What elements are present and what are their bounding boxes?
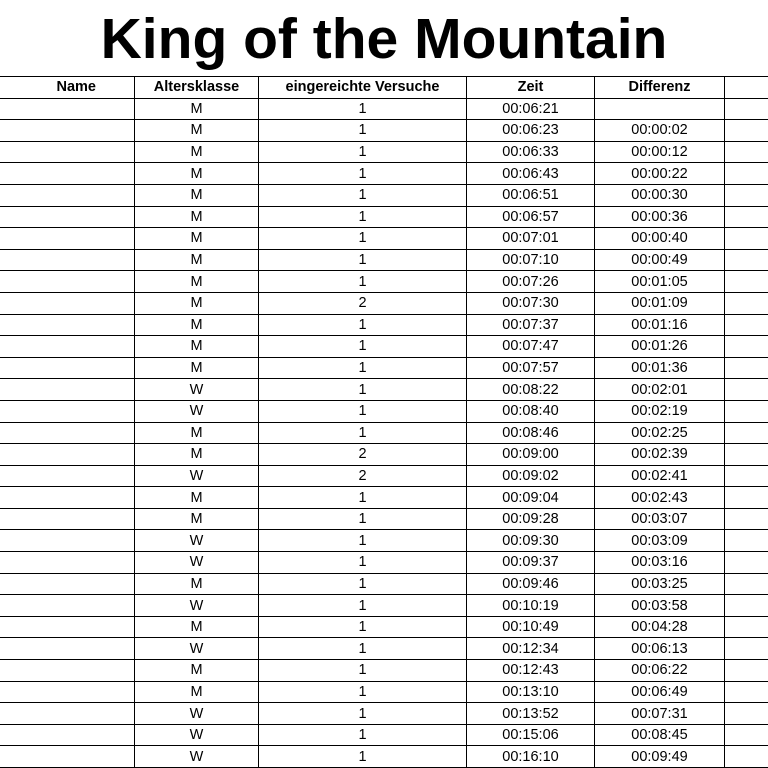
cell-zeit[interactable]: 00:07:30 — [467, 292, 595, 314]
cell-zeit[interactable]: 00:06:23 — [467, 120, 595, 142]
cell-differenz[interactable] — [595, 98, 725, 120]
cell-versuche[interactable]: 1 — [259, 120, 467, 142]
cell-name[interactable] — [0, 573, 135, 595]
cell-altersklasse[interactable]: M — [135, 508, 259, 530]
cell-versuche[interactable]: 1 — [259, 336, 467, 358]
table-row — [0, 271, 768, 293]
table-row — [0, 379, 768, 401]
cell-altersklasse[interactable]: M — [135, 336, 259, 358]
cell-versuche[interactable]: 2 — [259, 465, 467, 487]
cell-altersklasse[interactable]: M — [135, 206, 259, 228]
cell-differenz[interactable]: 00:01:36 — [595, 357, 725, 379]
cell-differenz[interactable]: 00:02:01 — [595, 379, 725, 401]
cell-differenz[interactable]: 00:01:26 — [595, 336, 725, 358]
cell-zeit[interactable]: 00:07:01 — [467, 228, 595, 250]
cell-extra[interactable] — [725, 530, 768, 552]
cell-altersklasse[interactable]: M — [135, 228, 259, 250]
cell-name[interactable] — [0, 552, 135, 574]
cell-versuche[interactable]: 1 — [259, 163, 467, 185]
table-row — [0, 120, 768, 142]
cell-zeit[interactable]: 00:06:43 — [467, 163, 595, 185]
cell-altersklasse[interactable]: M — [135, 573, 259, 595]
cell-versuche[interactable]: 1 — [259, 530, 467, 552]
table-row — [0, 228, 768, 250]
cell-versuche[interactable]: 1 — [259, 400, 467, 422]
cell-altersklasse[interactable]: W — [135, 595, 259, 617]
cell-versuche[interactable]: 1 — [259, 98, 467, 120]
table-row — [0, 314, 768, 336]
cell-name[interactable] — [0, 530, 135, 552]
table-row — [0, 703, 768, 725]
cell-altersklasse[interactable]: M — [135, 422, 259, 444]
cell-altersklasse[interactable]: W — [135, 379, 259, 401]
cell-extra[interactable] — [725, 292, 768, 314]
cell-differenz[interactable]: 00:00:02 — [595, 120, 725, 142]
table-row — [0, 573, 768, 595]
table-row — [0, 163, 768, 185]
cell-name[interactable] — [0, 746, 135, 768]
cell-extra[interactable] — [725, 746, 768, 768]
cell-zeit[interactable]: 00:09:00 — [467, 444, 595, 466]
cell-name[interactable] — [0, 336, 135, 358]
cell-altersklasse[interactable]: W — [135, 703, 259, 725]
cell-differenz[interactable]: 00:03:25 — [595, 573, 725, 595]
cell-versuche[interactable]: 1 — [259, 746, 467, 768]
table-row — [0, 530, 768, 552]
header-name[interactable]: Name — [0, 77, 135, 99]
cell-differenz[interactable]: 00:00:40 — [595, 228, 725, 250]
cell-altersklasse[interactable]: M — [135, 681, 259, 703]
cell-extra[interactable] — [725, 271, 768, 293]
cell-zeit[interactable]: 00:08:40 — [467, 400, 595, 422]
table-body — [0, 98, 768, 767]
table-header-row — [0, 77, 768, 99]
cell-differenz[interactable]: 00:01:09 — [595, 292, 725, 314]
cell-extra[interactable] — [725, 314, 768, 336]
cell-extra[interactable] — [725, 206, 768, 228]
cell-name[interactable] — [0, 141, 135, 163]
table-row — [0, 184, 768, 206]
cell-zeit[interactable]: 00:08:22 — [467, 379, 595, 401]
cell-name[interactable] — [0, 724, 135, 746]
cell-versuche[interactable]: 1 — [259, 660, 467, 682]
cell-differenz[interactable]: 00:00:12 — [595, 141, 725, 163]
cell-extra[interactable] — [725, 508, 768, 530]
results-sheet — [0, 76, 768, 768]
cell-zeit[interactable]: 00:07:26 — [467, 271, 595, 293]
cell-differenz[interactable]: 00:03:09 — [595, 530, 725, 552]
cell-differenz[interactable]: 00:00:30 — [595, 184, 725, 206]
cell-extra[interactable] — [725, 163, 768, 185]
cell-differenz[interactable]: 00:02:41 — [595, 465, 725, 487]
cell-differenz[interactable]: 00:00:49 — [595, 249, 725, 271]
cell-name[interactable] — [0, 444, 135, 466]
table-row — [0, 638, 768, 660]
cell-versuche[interactable]: 1 — [259, 184, 467, 206]
cell-versuche[interactable]: 1 — [259, 206, 467, 228]
table-row — [0, 422, 768, 444]
table-row — [0, 681, 768, 703]
cell-altersklasse[interactable]: M — [135, 314, 259, 336]
cell-differenz[interactable]: 00:02:43 — [595, 487, 725, 509]
cell-name[interactable] — [0, 357, 135, 379]
table-row — [0, 508, 768, 530]
table-row — [0, 336, 768, 358]
cell-zeit[interactable]: 00:10:49 — [467, 616, 595, 638]
cell-versuche[interactable]: 1 — [259, 681, 467, 703]
cell-differenz[interactable]: 00:02:39 — [595, 444, 725, 466]
cell-zeit[interactable]: 00:13:10 — [467, 681, 595, 703]
cell-name[interactable] — [0, 271, 135, 293]
cell-versuche[interactable]: 1 — [259, 228, 467, 250]
cell-name[interactable] — [0, 681, 135, 703]
cell-name[interactable] — [0, 508, 135, 530]
cell-differenz[interactable]: 00:01:16 — [595, 314, 725, 336]
cell-versuche[interactable]: 1 — [259, 703, 467, 725]
cell-zeit[interactable]: 00:09:37 — [467, 552, 595, 574]
cell-zeit[interactable]: 00:15:06 — [467, 724, 595, 746]
cell-zeit[interactable]: 00:07:47 — [467, 336, 595, 358]
cell-extra[interactable] — [725, 98, 768, 120]
cell-zeit[interactable]: 00:07:37 — [467, 314, 595, 336]
cell-name[interactable] — [0, 98, 135, 120]
cell-extra[interactable] — [725, 379, 768, 401]
cell-altersklasse[interactable]: M — [135, 184, 259, 206]
cell-extra[interactable] — [725, 552, 768, 574]
cell-altersklasse[interactable]: M — [135, 163, 259, 185]
cell-name[interactable] — [0, 422, 135, 444]
cell-versuche[interactable]: 1 — [259, 357, 467, 379]
cell-name[interactable] — [0, 184, 135, 206]
cell-altersklasse[interactable]: M — [135, 660, 259, 682]
table-row — [0, 595, 768, 617]
cell-differenz[interactable]: 00:03:07 — [595, 508, 725, 530]
cell-differenz[interactable]: 00:00:22 — [595, 163, 725, 185]
cell-altersklasse[interactable]: W — [135, 552, 259, 574]
cell-altersklasse[interactable]: W — [135, 724, 259, 746]
page-title: King of the Mountain — [100, 7, 668, 71]
cell-zeit[interactable]: 00:08:46 — [467, 422, 595, 444]
table-row — [0, 724, 768, 746]
table-row — [0, 98, 768, 120]
cell-zeit[interactable]: 00:09:04 — [467, 487, 595, 509]
cell-extra[interactable] — [725, 487, 768, 509]
table-row — [0, 552, 768, 574]
cell-extra[interactable] — [725, 681, 768, 703]
cell-altersklasse[interactable]: W — [135, 530, 259, 552]
cell-name[interactable] — [0, 703, 135, 725]
cell-name[interactable] — [0, 163, 135, 185]
cell-differenz[interactable]: 00:06:13 — [595, 638, 725, 660]
cell-versuche[interactable]: 1 — [259, 595, 467, 617]
cell-extra[interactable] — [725, 595, 768, 617]
table-row — [0, 206, 768, 228]
cell-versuche[interactable]: 1 — [259, 249, 467, 271]
cell-versuche[interactable]: 1 — [259, 616, 467, 638]
cell-name[interactable] — [0, 228, 135, 250]
cell-name[interactable] — [0, 660, 135, 682]
cell-extra[interactable] — [725, 249, 768, 271]
cell-extra[interactable] — [725, 336, 768, 358]
cell-altersklasse[interactable]: W — [135, 746, 259, 768]
cell-zeit[interactable]: 00:12:43 — [467, 660, 595, 682]
cell-differenz[interactable]: 00:03:16 — [595, 552, 725, 574]
cell-zeit[interactable]: 00:07:10 — [467, 249, 595, 271]
table-row — [0, 141, 768, 163]
cell-altersklasse[interactable]: M — [135, 487, 259, 509]
table-row — [0, 444, 768, 466]
table-row — [0, 400, 768, 422]
cell-differenz[interactable]: 00:06:22 — [595, 660, 725, 682]
cell-differenz[interactable]: 00:02:19 — [595, 400, 725, 422]
cell-versuche[interactable]: 2 — [259, 292, 467, 314]
cell-name[interactable] — [0, 465, 135, 487]
cell-name[interactable] — [0, 487, 135, 509]
header-versuche[interactable]: eingereichte Versuche — [259, 77, 467, 99]
cell-name[interactable] — [0, 206, 135, 228]
table-row — [0, 487, 768, 509]
cell-differenz[interactable]: 00:08:45 — [595, 724, 725, 746]
table-row — [0, 465, 768, 487]
cell-differenz[interactable]: 00:00:36 — [595, 206, 725, 228]
cell-versuche[interactable]: 1 — [259, 379, 467, 401]
cell-versuche[interactable]: 1 — [259, 141, 467, 163]
cell-extra[interactable] — [725, 400, 768, 422]
cell-altersklasse[interactable]: M — [135, 98, 259, 120]
cell-extra[interactable] — [725, 141, 768, 163]
table-row — [0, 249, 768, 271]
cell-differenz[interactable]: 00:02:25 — [595, 422, 725, 444]
cell-altersklasse[interactable]: M — [135, 292, 259, 314]
cell-name[interactable] — [0, 400, 135, 422]
cell-extra[interactable] — [725, 660, 768, 682]
cell-altersklasse[interactable]: W — [135, 638, 259, 660]
cell-extra[interactable] — [725, 465, 768, 487]
table-row — [0, 746, 768, 768]
cell-zeit[interactable]: 00:09:28 — [467, 508, 595, 530]
cell-differenz[interactable]: 00:01:05 — [595, 271, 725, 293]
header-differenz[interactable]: Differenz — [595, 77, 725, 99]
cell-zeit[interactable]: 00:13:52 — [467, 703, 595, 725]
cell-extra[interactable] — [725, 120, 768, 142]
cell-altersklasse[interactable]: M — [135, 444, 259, 466]
cell-versuche[interactable]: 1 — [259, 508, 467, 530]
cell-zeit[interactable]: 00:06:57 — [467, 206, 595, 228]
cell-altersklasse[interactable]: M — [135, 616, 259, 638]
table-row — [0, 357, 768, 379]
cell-altersklasse[interactable]: M — [135, 120, 259, 142]
cell-altersklasse[interactable]: M — [135, 271, 259, 293]
cell-altersklasse[interactable]: W — [135, 465, 259, 487]
cell-versuche[interactable]: 1 — [259, 422, 467, 444]
cell-name[interactable] — [0, 595, 135, 617]
cell-altersklasse[interactable]: M — [135, 357, 259, 379]
cell-versuche[interactable]: 1 — [259, 314, 467, 336]
cell-versuche[interactable]: 1 — [259, 573, 467, 595]
cell-extra[interactable] — [725, 444, 768, 466]
cell-name[interactable] — [0, 379, 135, 401]
cell-zeit[interactable]: 00:06:21 — [467, 98, 595, 120]
cell-extra[interactable] — [725, 422, 768, 444]
cell-name[interactable] — [0, 292, 135, 314]
cell-zeit[interactable]: 00:06:33 — [467, 141, 595, 163]
cell-name[interactable] — [0, 638, 135, 660]
results-table — [0, 76, 768, 768]
cell-differenz[interactable]: 00:07:31 — [595, 703, 725, 725]
cell-versuche[interactable]: 1 — [259, 552, 467, 574]
cell-name[interactable] — [0, 616, 135, 638]
cell-extra[interactable] — [725, 616, 768, 638]
cell-differenz[interactable]: 00:09:49 — [595, 746, 725, 768]
cell-zeit[interactable]: 00:06:51 — [467, 184, 595, 206]
cell-extra[interactable] — [725, 357, 768, 379]
cell-zeit[interactable]: 00:09:02 — [467, 465, 595, 487]
cell-zeit[interactable]: 00:16:10 — [467, 746, 595, 768]
cell-name[interactable] — [0, 314, 135, 336]
cell-versuche[interactable]: 1 — [259, 271, 467, 293]
cell-extra[interactable] — [725, 573, 768, 595]
cell-extra[interactable] — [725, 703, 768, 725]
cell-differenz[interactable]: 00:06:49 — [595, 681, 725, 703]
cell-altersklasse[interactable]: M — [135, 249, 259, 271]
table-row — [0, 292, 768, 314]
cell-name[interactable] — [0, 120, 135, 142]
cell-altersklasse[interactable]: W — [135, 400, 259, 422]
cell-extra[interactable] — [725, 184, 768, 206]
cell-extra[interactable] — [725, 724, 768, 746]
cell-name[interactable] — [0, 249, 135, 271]
header-altersklasse[interactable]: Altersklasse — [135, 77, 259, 99]
cell-versuche[interactable]: 1 — [259, 487, 467, 509]
cell-versuche[interactable]: 1 — [259, 724, 467, 746]
cell-zeit[interactable]: 00:07:57 — [467, 357, 595, 379]
cell-zeit[interactable]: 00:10:19 — [467, 595, 595, 617]
cell-zeit[interactable]: 00:09:46 — [467, 573, 595, 595]
cell-zeit[interactable]: 00:12:34 — [467, 638, 595, 660]
table-row — [0, 660, 768, 682]
header-extra[interactable] — [725, 77, 768, 99]
cell-versuche[interactable]: 2 — [259, 444, 467, 466]
table-row — [0, 616, 768, 638]
cell-extra[interactable] — [725, 638, 768, 660]
cell-differenz[interactable]: 00:03:58 — [595, 595, 725, 617]
cell-versuche[interactable]: 1 — [259, 638, 467, 660]
cell-extra[interactable] — [725, 228, 768, 250]
cell-zeit[interactable]: 00:09:30 — [467, 530, 595, 552]
cell-differenz[interactable]: 00:04:28 — [595, 616, 725, 638]
cell-altersklasse[interactable]: M — [135, 141, 259, 163]
header-zeit[interactable]: Zeit — [467, 77, 595, 99]
